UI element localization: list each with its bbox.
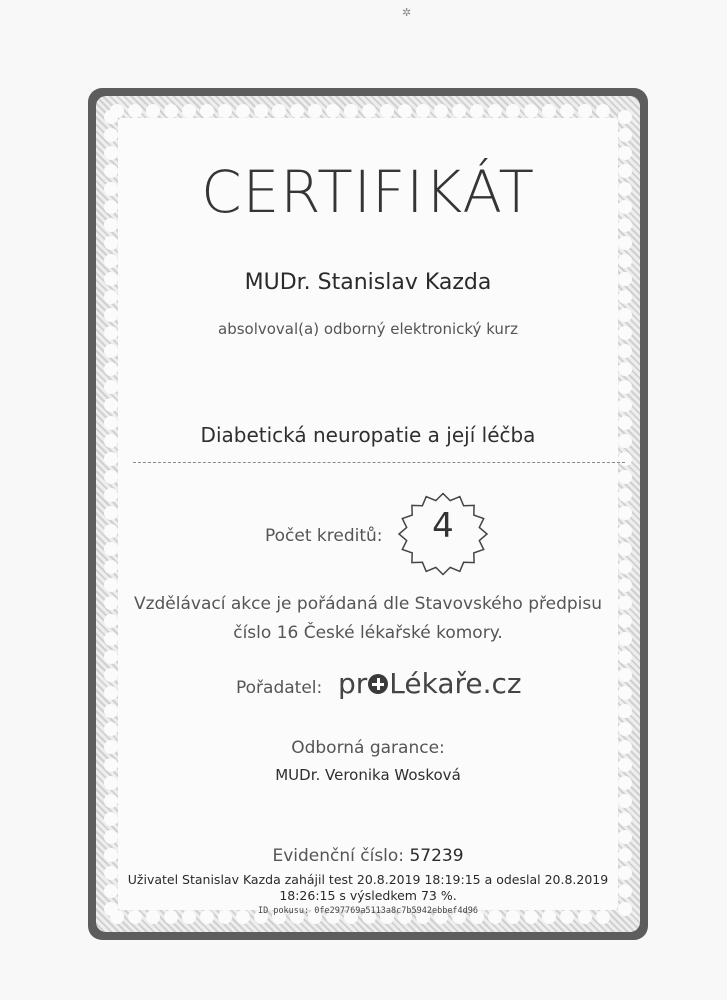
- scallop-dot: [618, 614, 632, 628]
- scallop-dot: [104, 290, 118, 304]
- scallop-dot: [104, 398, 118, 412]
- scallop-dot: [618, 704, 632, 718]
- scallop-dot: [104, 164, 118, 178]
- guarantee-label: Odborná garance:: [291, 738, 445, 758]
- scallop-dot: [104, 524, 118, 538]
- scallop-dot: [104, 362, 118, 376]
- scallop-dot: [146, 104, 160, 118]
- scallop-dot: [104, 884, 118, 898]
- scallop-dot: [618, 272, 632, 286]
- scallop-dot: [618, 758, 632, 772]
- scallop-dot: [618, 182, 632, 196]
- scallop-dot: [104, 776, 118, 790]
- scallop-dot: [218, 104, 232, 118]
- scallop-dot: [104, 254, 118, 268]
- scallop-dot: [104, 632, 118, 646]
- scallop-dot: [104, 380, 118, 394]
- evidence-line: [118, 846, 618, 866]
- scallop-dot: [618, 524, 632, 538]
- scallop-dot: [618, 776, 632, 790]
- scallop-dot: [618, 740, 632, 754]
- scallop-dot: [618, 128, 632, 142]
- scallop-dot: [618, 416, 632, 430]
- scallop-dot: [618, 542, 632, 556]
- scallop-dot: [104, 794, 118, 808]
- scallop-dot: [618, 326, 632, 340]
- scallop-dot: [104, 812, 118, 826]
- scallop-dot: [104, 758, 118, 772]
- scallop-dot: [380, 104, 394, 118]
- scan-mark-icon: ✲: [402, 6, 412, 19]
- scallop-dot: [434, 104, 448, 118]
- scallop-dot: [104, 200, 118, 214]
- scallop-dot: [362, 104, 376, 118]
- scallop-dot: [618, 650, 632, 664]
- scallop-dot: [104, 614, 118, 628]
- scallop-dot: [104, 740, 118, 754]
- evidence-number: 57239: [409, 846, 464, 866]
- regulation-line-2: číslo 16 České lékařské komory.: [233, 623, 503, 643]
- scallop-dot: [104, 704, 118, 718]
- scallop-dot: [104, 110, 118, 124]
- scallop-dot: [618, 632, 632, 646]
- logo-text-2: Lékaře.cz: [389, 667, 522, 700]
- scallop-dot: [618, 344, 632, 358]
- scallop-dot: [104, 596, 118, 610]
- scallop-dot: [618, 164, 632, 178]
- scallop-dot: [416, 104, 430, 118]
- regulation-line-1: Vzdělávací akce je pořádaná dle Stavovského předpisu: [133, 594, 603, 614]
- scallop-dot: [618, 794, 632, 808]
- scallop-dot: [618, 560, 632, 574]
- scallop-dot: [470, 104, 484, 118]
- logo-text-1: pr: [338, 667, 368, 700]
- scallop-dot: [618, 596, 632, 610]
- credits-value: 4: [432, 506, 454, 546]
- certificate-title: CERTIFIKÁT: [201, 158, 535, 226]
- scallop-dot: [618, 254, 632, 268]
- scallop-dot: [200, 104, 214, 118]
- scallop-dot: [104, 128, 118, 142]
- scallop-dot: [618, 884, 632, 898]
- scallop-dot: [236, 104, 250, 118]
- scallop-dot: [104, 146, 118, 160]
- scallop-dot: [618, 362, 632, 376]
- attempt-id: ID pokusu: 0fe297769a5113a8c7b5942ebbef4d96: [257, 906, 479, 916]
- scallop-dot: [104, 560, 118, 574]
- evidence-label: Evidenční číslo:: [272, 846, 405, 866]
- scallop-dot: [104, 866, 118, 880]
- scallop-dot: [618, 236, 632, 250]
- scallop-dot: [128, 104, 142, 118]
- scallop-dot: [104, 182, 118, 196]
- scallop-dot: [618, 578, 632, 592]
- scallop-dot: [104, 902, 118, 916]
- scallop-dot: [618, 722, 632, 736]
- scallop-dot: [618, 668, 632, 682]
- scallop-dot: [104, 830, 118, 844]
- scallop-dot: [104, 416, 118, 430]
- scallop-dot: [104, 542, 118, 556]
- scallop-dot: [398, 104, 412, 118]
- scallop-dot: [104, 272, 118, 286]
- scallop-dot: [618, 146, 632, 160]
- scallop-dot: [182, 104, 196, 118]
- scallop-dot: [104, 650, 118, 664]
- user-attempt-info: [118, 872, 618, 904]
- scallop-dot: [506, 104, 520, 118]
- scallop-dot: [618, 380, 632, 394]
- guarantee-name: MUDr. Veronika Wosková: [275, 766, 461, 784]
- scallop-dot: [164, 104, 178, 118]
- scallop-dot: [596, 104, 610, 118]
- scallop-dot: [618, 434, 632, 448]
- scallop-dot: [618, 830, 632, 844]
- scallop-dot: [104, 326, 118, 340]
- regulation-text: [118, 590, 618, 648]
- scallop-dot: [326, 104, 340, 118]
- scallop-dot: [104, 434, 118, 448]
- certificate-body: [118, 118, 618, 910]
- scallop-dot: [104, 722, 118, 736]
- scallop-dot: [452, 104, 466, 118]
- scallop-dot: [618, 110, 632, 124]
- organizer-label: Pořadatel:: [236, 678, 323, 698]
- course-name: Diabetická neuropatie a její léčba: [200, 423, 536, 447]
- user-line-1: Uživatel Stanislav Kazda zahájil test 20.8.2019 18:19:15 a odeslal 20.8.2019: [127, 872, 609, 887]
- scallop-dot: [104, 470, 118, 484]
- scallop-dot: [542, 104, 556, 118]
- scallop-dot: [290, 104, 304, 118]
- scallop-dot: [104, 488, 118, 502]
- scallop-dot: [488, 104, 502, 118]
- scallop-dot: [618, 218, 632, 232]
- scallop-dot: [524, 104, 538, 118]
- scallop-dot: [618, 290, 632, 304]
- scallop-dot: [618, 902, 632, 916]
- scallop-dot: [308, 104, 322, 118]
- scallop-dot: [104, 308, 118, 322]
- scallop-dot: [618, 470, 632, 484]
- scallop-dot: [618, 200, 632, 214]
- scallop-dot: [104, 668, 118, 682]
- scallop-dot: [272, 104, 286, 118]
- scallop-dot: [560, 104, 574, 118]
- scallop-dot: [104, 236, 118, 250]
- scallop-dot: [104, 344, 118, 358]
- scallop-dot: [618, 398, 632, 412]
- plus-circle-icon: [368, 674, 388, 694]
- scallop-dot: [104, 686, 118, 700]
- scallop-dot: [618, 506, 632, 520]
- scallop-dot: [254, 104, 268, 118]
- scallop-dot: [104, 506, 118, 520]
- scallop-dot: [104, 452, 118, 466]
- recipient-name: MUDr. Stanislav Kazda: [244, 270, 492, 295]
- user-line-2: 18:26:15 s výsledkem 73 %.: [279, 888, 457, 903]
- scallop-dot: [104, 848, 118, 862]
- scallop-dot: [618, 452, 632, 466]
- course-divider: [133, 462, 625, 463]
- scallop-dot: [618, 866, 632, 880]
- scallop-dot: [618, 848, 632, 862]
- organizer-logo: [338, 667, 522, 700]
- scallop-dot: [618, 812, 632, 826]
- scallop-dot: [618, 686, 632, 700]
- scallop-dot: [104, 578, 118, 592]
- scallop-dot: [578, 104, 592, 118]
- scallop-dot: [618, 488, 632, 502]
- scallop-dot: [344, 104, 358, 118]
- completion-text: absolvoval(a) odborný elektronický kurz: [218, 320, 518, 338]
- scallop-dot: [618, 308, 632, 322]
- scallop-dot: [104, 218, 118, 232]
- credits-label: Počet kreditů:: [265, 526, 383, 546]
